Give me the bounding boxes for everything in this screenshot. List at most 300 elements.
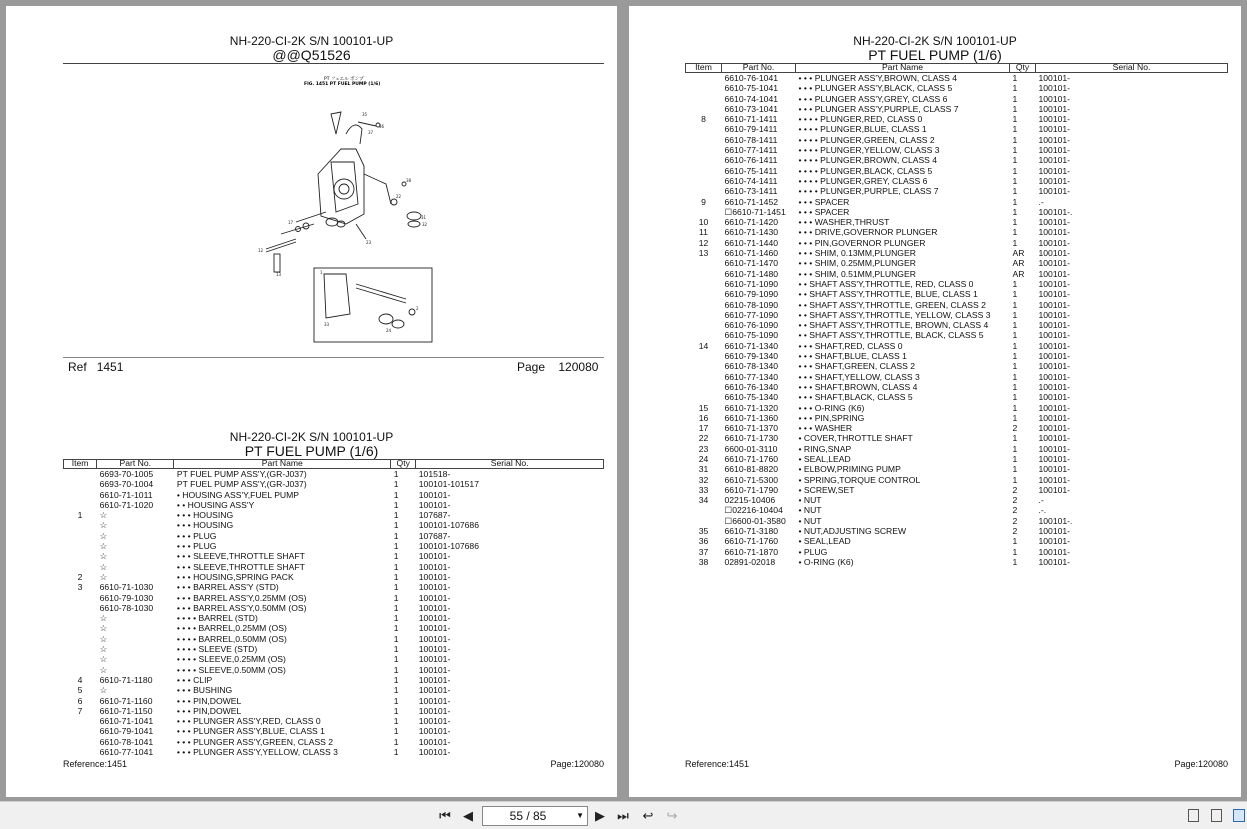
part-no-cell: 6610-81-8820	[724, 464, 779, 475]
table-row	[686, 361, 1228, 371]
part-name-cell: • • • SLEEVE,THROTTLE SHAFT	[176, 551, 305, 562]
svg-text:2: 2	[416, 306, 419, 311]
part-name-cell: • • SHAFT ASS'Y,THROTTLE, RED, CLASS 0	[798, 278, 974, 289]
qty-cell: 1	[1012, 453, 1018, 464]
qty-cell: 1	[1012, 165, 1018, 176]
part-no-cell: 6610-71-1452	[724, 196, 779, 207]
part-name-cell: • • • PLUNGER ASS'Y,BROWN, CLASS 4	[798, 73, 958, 83]
item-cell	[64, 551, 97, 561]
svg-text:12: 12	[258, 248, 264, 253]
part-name-cell: • • • SHIM, 0.25MM,PLUNGER	[798, 258, 916, 269]
ref-value: 1451	[96, 360, 124, 374]
qty-cell: 1	[393, 602, 399, 613]
qty-cell: 1	[393, 613, 399, 624]
item-cell	[686, 361, 722, 371]
table-row	[64, 490, 604, 500]
part-no-cell: 6610-71-3180	[724, 526, 779, 537]
part-no-cell: 6610-75-1411	[724, 165, 778, 176]
part-no-cell: ☆	[99, 530, 108, 541]
qty-cell: 1	[1012, 340, 1018, 351]
part-no-cell: ☆	[99, 633, 108, 644]
item-cell	[64, 654, 97, 664]
go-forward-icon[interactable]: ↪	[666, 808, 678, 823]
qty-cell: 1	[1012, 361, 1018, 372]
svg-text:33: 33	[324, 322, 330, 327]
part-name-cell: • • • SHAFT,BLACK, CLASS 5	[798, 392, 913, 403]
right-page	[629, 6, 1241, 797]
table-row	[686, 444, 1228, 454]
qty-cell: 1	[1012, 474, 1018, 485]
table-row	[64, 510, 604, 520]
qty-cell: 1	[1012, 155, 1018, 166]
svg-text:1: 1	[320, 270, 323, 275]
col-qty: Qty	[1010, 63, 1036, 73]
part-no-cell: 6610-78-1411	[724, 134, 778, 145]
item-cell	[64, 665, 97, 675]
part-name-cell: • PLUG	[798, 546, 828, 557]
qty-cell: 1	[1012, 309, 1018, 320]
item-cell	[686, 330, 722, 340]
part-name-cell: • • • • PLUNGER,GREY, CLASS 6	[798, 175, 928, 186]
part-name-cell: • • SHAFT ASS'Y,THROTTLE, YELLOW, CLASS 3	[798, 309, 991, 320]
svg-text:13: 13	[276, 272, 282, 277]
page-header	[6, 34, 617, 62]
ref-label	[68, 360, 123, 374]
item-cell	[64, 520, 97, 530]
table-row	[686, 495, 1228, 505]
serial-cell: 100101-	[1038, 248, 1071, 259]
item-cell: 31	[698, 464, 709, 475]
qty-cell: AR	[1012, 268, 1025, 279]
table-row	[64, 716, 604, 726]
part-no-cell: 6610-76-1041	[724, 73, 779, 83]
table-row	[686, 238, 1228, 248]
item-cell: 16	[698, 412, 709, 423]
table-row	[64, 572, 604, 582]
qty-cell: AR	[1012, 258, 1025, 269]
table-row	[686, 145, 1228, 155]
svg-text:32: 32	[422, 222, 428, 227]
serial-cell: 100101-	[418, 644, 451, 655]
part-name-cell: • • HOUSING ASS'Y	[176, 499, 255, 510]
qty-cell: 1	[1012, 320, 1018, 331]
table-row	[686, 505, 1228, 515]
col-serial: Serial No.	[1036, 63, 1228, 73]
part-name-cell: • • • HOUSING	[176, 510, 234, 521]
part-no-cell: 6610-74-1411	[724, 175, 778, 186]
part-no-cell: 6610-71-1360	[724, 412, 779, 423]
serial-cell: 100101-	[1038, 361, 1071, 372]
table-row	[686, 83, 1228, 93]
serial-cell: 100101-	[1038, 258, 1071, 269]
serial-cell: 100101-	[1038, 381, 1071, 392]
item-cell	[64, 531, 97, 541]
qty-cell: 1	[1012, 278, 1018, 289]
item-cell	[64, 716, 97, 726]
qty-cell: 1	[1012, 93, 1018, 104]
part-no-cell: 6610-76-1090	[724, 320, 779, 331]
svg-text:24: 24	[386, 328, 392, 333]
serial-cell: 100101-	[1038, 443, 1071, 454]
next-page-icon[interactable]: ▶	[595, 808, 605, 823]
item-cell	[686, 372, 722, 382]
serial-cell: 100101-	[418, 674, 451, 685]
item-cell	[686, 310, 722, 320]
table-row	[64, 541, 604, 551]
part-name-cell: • • • HOUSING	[176, 520, 234, 531]
qty-cell: 1	[1012, 330, 1018, 341]
item-cell: 11	[699, 227, 708, 238]
part-no-cell: 6610-78-1090	[724, 299, 779, 310]
item-cell: 23	[698, 443, 709, 454]
part-name-cell: • ELBOW,PRIMING PUMP	[798, 464, 901, 475]
col-item: Item	[64, 459, 97, 469]
left-page	[6, 6, 617, 797]
part-name-cell: • • SHAFT ASS'Y,THROTTLE, BROWN, CLASS 4	[798, 320, 989, 331]
qty-cell: 1	[393, 623, 399, 634]
table-row	[64, 706, 604, 716]
item-cell: 2	[77, 571, 83, 582]
part-name-cell: • SCREW,SET	[798, 484, 855, 495]
figure-caption: FIG. 1451 PT FUEL PUMP (1/6)	[304, 82, 381, 87]
item-cell: 24	[698, 453, 709, 464]
table-row	[686, 176, 1228, 186]
table-row	[686, 536, 1228, 546]
part-no-cell: 02215-10406	[724, 495, 776, 506]
qty-cell: 1	[393, 479, 399, 490]
item-cell: 10	[698, 217, 709, 228]
chevron-down-icon[interactable]: ▼	[576, 811, 584, 820]
table-row	[686, 433, 1228, 443]
qty-cell: 1	[393, 520, 399, 531]
serial-cell: 101518-	[418, 469, 451, 479]
part-no-cell: ☆	[99, 571, 108, 582]
serial-cell: 100101-	[1038, 402, 1071, 413]
table-row	[64, 737, 604, 747]
serial-cell: 100101-	[1038, 278, 1071, 289]
part-no-cell: 6610-71-1411	[724, 114, 778, 125]
item-cell: 35	[698, 526, 709, 537]
qty-cell: 2	[1012, 515, 1018, 526]
part-name-cell: • • • SHAFT,BLUE, CLASS 1	[798, 351, 907, 362]
qty-cell: 1	[393, 716, 399, 727]
part-no-cell: ☆	[99, 664, 108, 675]
footer-reference: Reference:1451	[685, 759, 750, 769]
item-cell	[64, 726, 97, 736]
table-header-row	[64, 459, 604, 469]
serial-cell: 100101-	[418, 561, 451, 572]
qty-cell: AR	[1012, 248, 1025, 259]
part-no-cell: 6610-77-1340	[724, 371, 779, 382]
serial-cell: .-	[1038, 196, 1044, 207]
part-name-cell: • O-RING (K6)	[798, 556, 854, 567]
serial-cell: 100101-	[1038, 165, 1071, 176]
part-name-cell: • • SHAFT ASS'Y,THROTTLE, BLACK, CLASS 5	[798, 330, 984, 341]
serial-cell: 100101-	[418, 685, 451, 696]
item-cell	[64, 634, 97, 644]
table-row	[686, 351, 1228, 361]
part-no-cell: 6610-71-1790	[724, 484, 779, 495]
serial-cell: 100101-	[418, 582, 451, 593]
item-cell: 6	[77, 695, 83, 706]
item-cell	[686, 279, 722, 289]
table-row	[686, 227, 1228, 237]
table-row	[64, 520, 604, 530]
item-cell	[686, 289, 722, 299]
item-cell	[686, 320, 722, 330]
table-row	[686, 320, 1228, 330]
part-no-cell: 6610-71-1320	[724, 402, 779, 413]
table-row	[64, 603, 604, 613]
part-name-cell: PT FUEL PUMP ASS'Y,(GR-J037)	[176, 469, 307, 479]
part-name-cell: • HOUSING ASS'Y,FUEL PUMP	[176, 489, 300, 500]
item-cell	[64, 593, 97, 603]
part-no-cell: 6610-78-1041	[99, 736, 154, 747]
item-cell	[686, 516, 722, 526]
serial-cell: 100101-	[1038, 134, 1071, 145]
qty-cell: 1	[1012, 536, 1018, 547]
item-cell: 38	[698, 556, 709, 567]
qty-cell: 1	[1012, 196, 1018, 207]
item-cell	[686, 392, 722, 402]
part-no-cell: 6610-77-1041	[99, 747, 154, 758]
serial-cell: 100101-	[418, 664, 451, 675]
part-name-cell: • • • PIN,DOWEL	[176, 705, 242, 716]
part-no-cell: 6600-01-3110	[724, 443, 778, 454]
serial-cell: 100101-	[1038, 474, 1071, 485]
serial-cell: 100101-	[418, 499, 451, 510]
serial-cell: 100101-	[1038, 453, 1071, 464]
figure-rule	[63, 357, 604, 358]
part-no-cell: 6610-71-5300	[724, 474, 779, 485]
table-row	[686, 516, 1228, 526]
item-cell	[64, 644, 97, 654]
svg-text:37: 37	[368, 130, 374, 135]
part-name-cell: • • • O-RING (K6)	[798, 402, 865, 413]
item-cell	[686, 505, 722, 515]
item-cell	[686, 155, 722, 165]
part-name-cell: • NUT	[798, 505, 822, 516]
table-row	[686, 330, 1228, 340]
serial-cell: 100101-.	[1038, 206, 1073, 217]
serial-cell: 100101-.	[1038, 515, 1073, 526]
parts-table-left	[63, 459, 604, 757]
part-name-cell: • • • SPACER	[798, 196, 850, 207]
part-name-cell: • • • SHIM, 0.51MM,PLUNGER	[798, 268, 916, 279]
serial-cell: 100101-	[418, 736, 451, 747]
item-cell	[64, 603, 97, 613]
table-row	[64, 634, 604, 644]
header-rule	[63, 63, 604, 64]
qty-cell: 1	[1012, 351, 1018, 362]
part-no-cell: ☆	[99, 685, 108, 696]
qty-cell: 1	[1012, 289, 1018, 300]
table-row	[686, 155, 1228, 165]
part-no-cell: 6610-71-1030	[99, 582, 154, 593]
go-back-icon[interactable]: ↩	[642, 808, 654, 823]
qty-cell: 2	[1012, 505, 1018, 516]
table-row	[686, 310, 1228, 320]
part-name-cell: • • • BARREL ASS'Y,0.25MM (OS)	[176, 592, 307, 603]
two-page-view-icon[interactable]	[1233, 809, 1245, 822]
qty-cell: 1	[1012, 206, 1018, 217]
part-no-cell: 6610-73-1411	[724, 186, 778, 197]
serial-cell: 100101-	[418, 695, 451, 706]
serial-cell: 100101-	[1038, 227, 1071, 238]
part-name-cell: • • • BUSHING	[176, 685, 233, 696]
serial-cell: 100101-	[1038, 412, 1071, 423]
serial-cell: 100101-	[418, 726, 451, 737]
part-no-cell: ☆	[99, 623, 108, 634]
table-row	[686, 423, 1228, 433]
svg-text:38: 38	[406, 178, 412, 183]
item-cell: 22	[698, 433, 709, 444]
part-name-cell: • • • PLUNGER ASS'Y,GREEN, CLASS 2	[176, 736, 334, 747]
part-no-cell: 02891-02018	[724, 556, 776, 567]
previous-page-icon[interactable]: ◀	[463, 808, 473, 823]
part-no-cell: 6610-73-1041	[724, 103, 779, 114]
table-row	[64, 696, 604, 706]
qty-cell: 2	[1012, 484, 1018, 495]
part-name-cell: • • • PLUG	[176, 530, 217, 541]
part-name-cell: • NUT	[798, 515, 822, 526]
qty-cell: 1	[393, 726, 399, 737]
item-cell	[686, 135, 722, 145]
qty-cell: 1	[1012, 546, 1018, 557]
qty-cell: 1	[1012, 392, 1018, 403]
part-no-cell: ☐6600-01-3580	[724, 515, 786, 526]
part-name-cell: • • • SHAFT,GREEN, CLASS 2	[798, 361, 915, 372]
qty-cell: 1	[1012, 381, 1018, 392]
item-cell	[64, 490, 97, 500]
item-cell	[686, 351, 722, 361]
part-no-cell: 6610-71-1090	[724, 278, 779, 289]
item-cell	[686, 382, 722, 392]
serial-cell: 100101-107686	[418, 541, 479, 552]
qty-cell: 1	[393, 674, 399, 685]
continuous-view-icon[interactable]	[1211, 809, 1222, 822]
table-header-row	[686, 63, 1228, 73]
part-no-cell: 6610-79-1340	[724, 351, 779, 362]
qty-cell: 1	[1012, 103, 1018, 114]
part-name-cell: • • • PLUNGER ASS'Y,PURPLE, CLASS 7	[798, 103, 959, 114]
part-name-cell: • • • • BARREL,0.50MM (OS)	[176, 633, 287, 644]
qty-cell: 1	[393, 510, 399, 521]
serial-cell: 100101-	[418, 633, 451, 644]
item-cell	[64, 469, 97, 480]
footer-reference: Reference:1451	[63, 759, 128, 769]
page-number-input[interactable]	[482, 806, 588, 826]
serial-cell: 100101-	[1038, 351, 1071, 362]
part-name-cell: • • • CLIP	[176, 674, 213, 685]
section-title: PT FUEL PUMP (1/6)	[244, 443, 379, 459]
part-no-cell: 6610-79-1411	[724, 124, 778, 135]
part-no-cell: 6610-76-1411	[724, 155, 778, 166]
part-no-cell: 6610-71-1011	[99, 489, 153, 500]
serial-cell: 100101-	[1038, 309, 1071, 320]
page-indicator: 55 / 85	[509, 809, 547, 823]
table-row	[686, 300, 1228, 310]
table-header	[6, 430, 617, 458]
serial-cell: 100101-	[418, 705, 451, 716]
serial-cell: 100101-	[1038, 464, 1071, 475]
first-page-icon[interactable]: ⏮	[439, 808, 451, 823]
part-no-cell: ☆	[99, 551, 108, 562]
single-page-view-icon[interactable]	[1188, 809, 1199, 822]
footer-page: Page:120080	[550, 759, 604, 769]
last-page-icon[interactable]: ⏭	[617, 808, 629, 823]
part-no-cell: 6610-75-1041	[724, 83, 779, 94]
qty-cell: 1	[1012, 124, 1018, 135]
item-cell: 13	[698, 248, 709, 259]
table-row	[686, 454, 1228, 464]
part-no-cell: 6610-71-1020	[99, 499, 154, 510]
serial-cell: 100101-	[418, 716, 451, 727]
part-no-cell: 6693-70-1004	[99, 479, 154, 490]
part-no-cell: 6610-78-1340	[724, 361, 779, 372]
qty-cell: 1	[393, 571, 399, 582]
serial-cell: .-.	[1038, 505, 1047, 516]
item-cell	[64, 623, 97, 633]
part-no-cell: 6610-71-1180	[99, 674, 153, 685]
part-name-cell: • • • PIN,GOVERNOR PLUNGER	[798, 237, 926, 248]
serial-cell: 100101-	[1038, 237, 1071, 248]
part-name-cell: • SPRING,TORQUE CONTROL	[798, 474, 921, 485]
part-no-cell: 6610-71-1760	[724, 453, 779, 464]
part-no-cell: ☆	[99, 541, 108, 552]
serial-cell: 100101-	[418, 623, 451, 634]
part-name-cell: • • • • PLUNGER,BLUE, CLASS 1	[798, 124, 927, 135]
part-name-cell: • • • SHAFT,YELLOW, CLASS 3	[798, 371, 920, 382]
table-row	[686, 279, 1228, 289]
part-name-cell: • • • BARREL ASS'Y,0.50MM (OS)	[176, 602, 307, 613]
part-name-cell: • • • • PLUNGER,YELLOW, CLASS 3	[798, 145, 940, 156]
qty-cell: 1	[393, 705, 399, 716]
qty-cell: 1	[393, 582, 399, 593]
part-name-cell: • • • PIN,SPRING	[798, 412, 865, 423]
qty-cell: 2	[1012, 495, 1018, 506]
qty-cell: 1	[393, 541, 399, 552]
part-no-cell: 6610-71-1470	[724, 258, 779, 269]
table-row	[686, 382, 1228, 392]
part-no-cell: ☆	[99, 613, 108, 624]
item-cell	[686, 166, 722, 176]
qty-cell: 1	[1012, 402, 1018, 413]
qty-cell: 1	[393, 530, 399, 541]
qty-cell: 1	[1012, 443, 1018, 454]
part-name-cell: • • • SLEEVE,THROTTLE SHAFT	[176, 561, 305, 572]
part-name-cell: • • • WASHER	[798, 423, 853, 434]
serial-cell: 100101-	[1038, 83, 1071, 94]
serial-cell: 107687-	[418, 530, 451, 541]
part-no-cell: 6610-79-1090	[724, 289, 779, 300]
part-name-cell: • • • PLUNGER ASS'Y,YELLOW, CLASS 3	[176, 747, 338, 758]
table-row	[686, 289, 1228, 299]
qty-cell: 1	[1012, 175, 1018, 186]
table-row	[64, 623, 604, 633]
table-row	[686, 413, 1228, 423]
part-no-cell: 6610-75-1340	[724, 392, 779, 403]
table-row	[64, 593, 604, 603]
table-row	[64, 685, 604, 695]
item-cell	[64, 613, 97, 623]
table-row	[64, 479, 604, 489]
part-no-cell: 6610-79-1041	[99, 726, 154, 737]
item-cell: 12	[698, 237, 709, 248]
part-name-cell: • • • • PLUNGER,PURPLE, CLASS 7	[798, 186, 939, 197]
col-part-no: Part No.	[97, 459, 174, 469]
part-name-cell: • • • SHAFT,BROWN, CLASS 4	[798, 381, 918, 392]
